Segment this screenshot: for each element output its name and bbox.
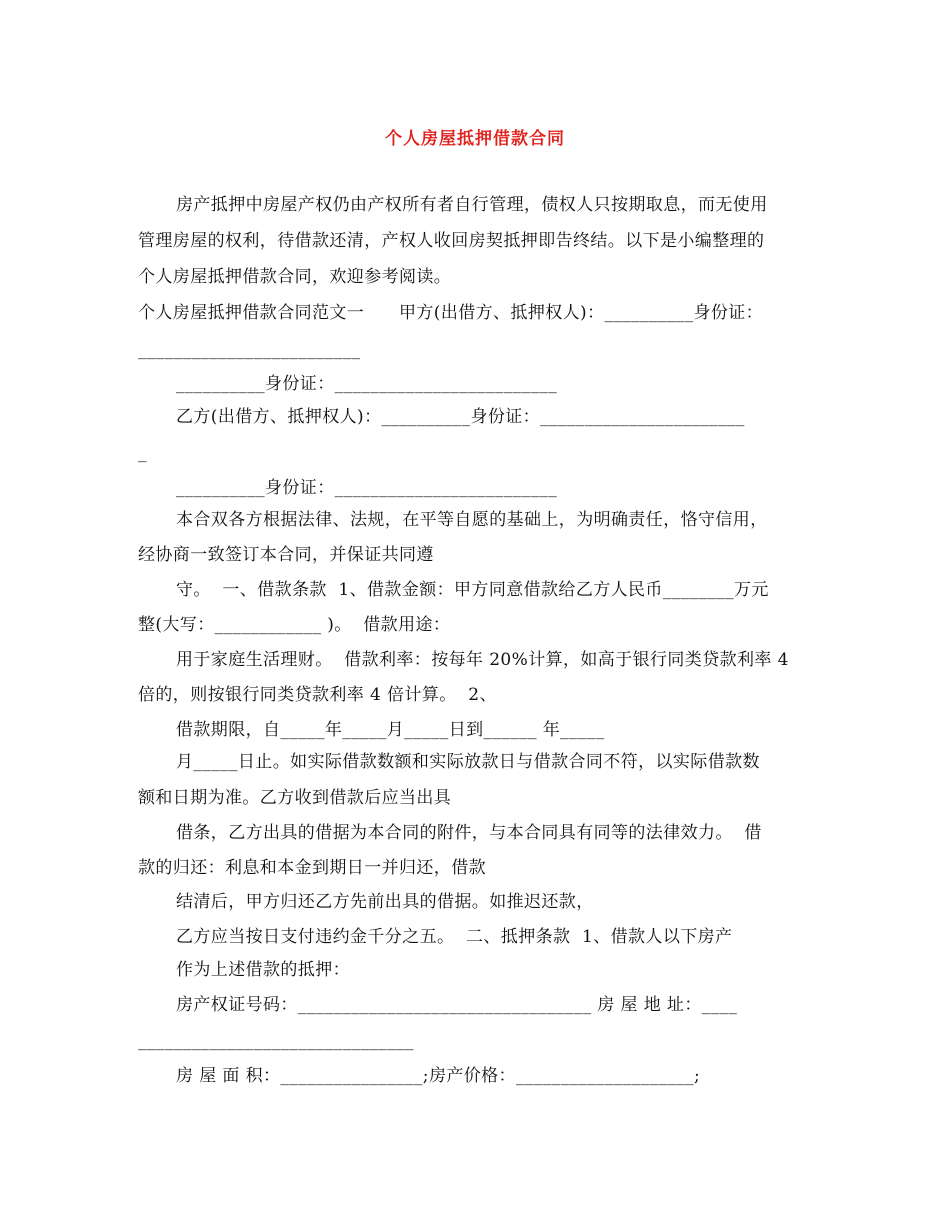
loan-amount-line-1: 守。 一、借款条款 1、借款金额：甲方同意借款给乙方人民币________万元 xyxy=(176,580,769,600)
property-cert-line: 房产权证号码：_________________________________ 房 屋 地 址：____ xyxy=(176,995,738,1015)
loan-term-line-3: 额和日期为准。乙方收到借款后应当出具 xyxy=(138,788,452,808)
intro-line-1: 房产抵押中房屋产权仍由产权所有者自行管理，债权人只按期取息，而无使用 xyxy=(176,195,768,215)
loan-term-line-2: 月_____日止。如实际借款数额和实际放款日与借款合同不符，以实际借款数 xyxy=(176,752,760,772)
preamble-line-2: 经协商一致签订本合同，并保证共同遵 xyxy=(138,545,434,565)
page-title: 个人房屋抵押借款合同 xyxy=(385,129,565,149)
receipt-line-1: 借条，乙方出具的借据为本合同的附件，与本合同具有同等的法律效力。 借 xyxy=(176,823,762,843)
party-a-id-line-2: __________身份证：_________________________ xyxy=(176,374,558,394)
party-a-line: 个人房屋抵押借款合同范文一 甲方(出借方、抵押权人)：__________身份证： xyxy=(138,303,764,323)
loan-amount-line-2: 整(大写：____________ )。 借款用途： xyxy=(138,615,451,635)
intro-line-3: 个人房屋抵押借款合同，欢迎参考阅读。 xyxy=(138,267,452,287)
party-a-id-blank: _________________________ xyxy=(138,340,361,360)
property-area-price-line: 房 屋 面 积：________________;房产价格：____________________; xyxy=(176,1066,701,1086)
party-b-id-blank: _ xyxy=(138,443,147,463)
interest-rate-line-1: 用于家庭生活理财。 借款利率：按每年 20%计算，如高于银行同类贷款利率 4 xyxy=(176,650,789,670)
preamble-line-1: 本合双各方根据法律、法规，在平等自愿的基础上，为明确责任，恪守信用， xyxy=(176,510,768,530)
receipt-line-2: 款的归还：利息和本金到期日一并归还，借款 xyxy=(138,858,486,878)
interest-rate-line-2: 倍的，则按银行同类贷款利率 4 倍计算。 2、 xyxy=(138,685,497,705)
settlement-line: 结清后，甲方归还乙方先前出具的借据。如推迟还款， xyxy=(176,892,594,912)
intro-line-2: 管理房屋的权利，待借款还清，产权人收回房契抵押即告终结。以下是小编整理的 xyxy=(138,231,765,251)
collateral-line: 作为上述借款的抵押： xyxy=(176,960,350,980)
property-address-blank: _______________________________ xyxy=(138,1031,414,1051)
party-b-id-line-2: __________身份证：_________________________ xyxy=(176,478,558,498)
party-b-line: 乙方(出借方、抵押权人)：__________身份证：_______________________ xyxy=(176,407,745,427)
loan-term-line-1: 借款期限，自_____年_____月_____日到______ 年_____ xyxy=(176,720,605,740)
penalty-line: 乙方应当按日支付违约金千分之五。 二、抵押条款 1、借款人以下房产 xyxy=(176,927,733,947)
